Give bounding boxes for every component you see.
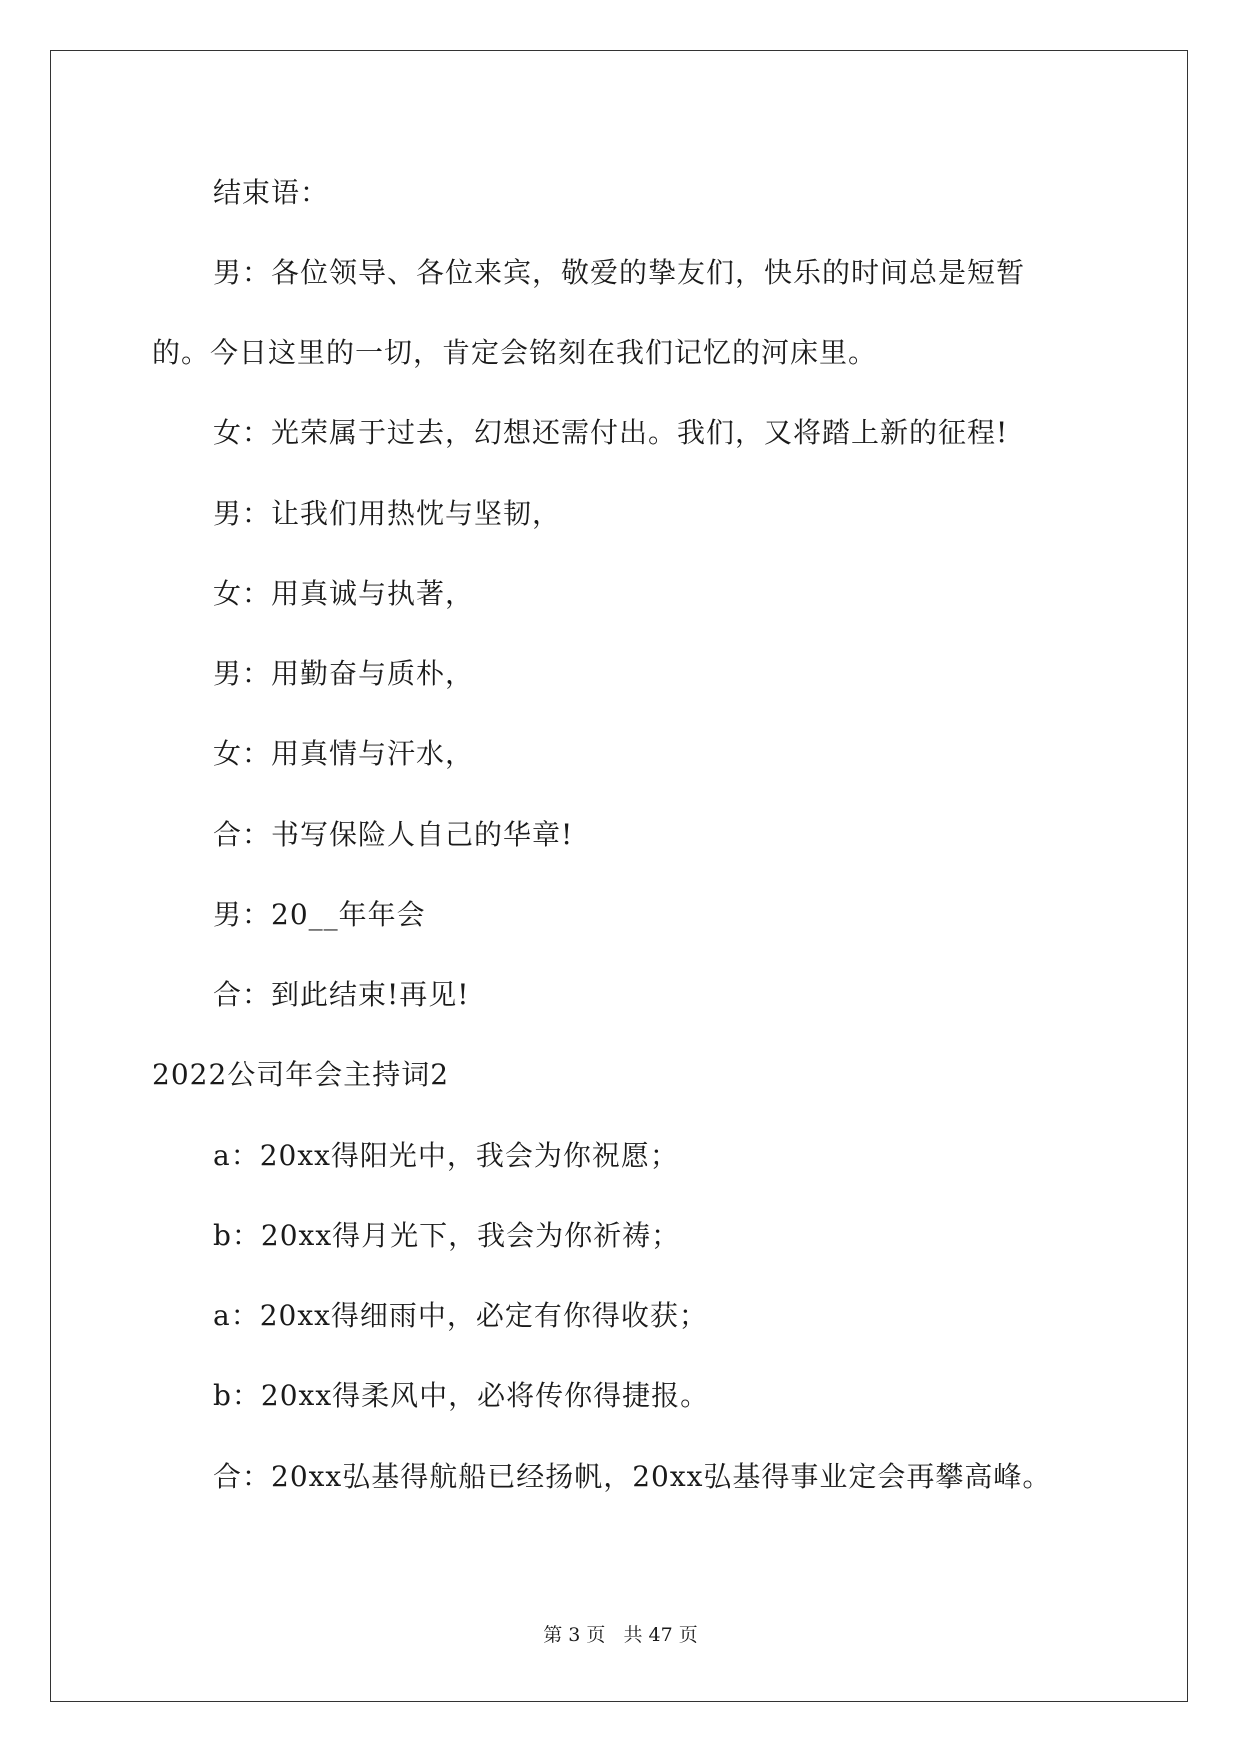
paragraph-line: 女：用真诚与执著， bbox=[213, 577, 475, 610]
paragraph-line: 男：20__年年会 bbox=[213, 898, 426, 931]
closing-heading: 结束语： bbox=[213, 176, 330, 209]
section-title: 2022公司年会主持词2 bbox=[152, 1058, 450, 1091]
paragraph-line: 女：用真情与汗水， bbox=[213, 737, 475, 770]
paragraph-line: 合：书写保险人自己的华章! bbox=[213, 818, 574, 851]
page-number: 第 3 页 共 47 页 bbox=[543, 1624, 698, 1646]
paragraph-line: 男：各位领导、各位来宾，敬爱的挚友们，快乐的时间总是短暂 bbox=[213, 256, 1026, 289]
paragraph-line: 女：光荣属于过去，幻想还需付出。我们，又将踏上新的征程! bbox=[213, 416, 1009, 449]
paragraph-line: a：20xx得阳光中，我会为你祝愿； bbox=[213, 1139, 679, 1172]
paragraph-line: 男：让我们用热忱与坚韧， bbox=[213, 497, 562, 530]
paragraph-line: a：20xx得细雨中，必定有你得收获； bbox=[213, 1299, 708, 1332]
paragraph-line: 男：用勤奋与质朴， bbox=[213, 657, 475, 690]
paragraph-line: b：20xx得柔风中，必将传你得捷报。 bbox=[213, 1379, 710, 1412]
page-frame bbox=[50, 50, 1188, 1702]
paragraph-line: b：20xx得月光下，我会为你祈祷； bbox=[213, 1219, 681, 1252]
paragraph-line: 合：到此结束!再见! bbox=[213, 978, 470, 1011]
paragraph-line: 合：20xx弘基得航船已经扬帆，20xx弘基得事业定会再攀高峰。 bbox=[213, 1460, 1052, 1493]
paragraph-line: 的。今日这里的一切，肯定会铭刻在我们记忆的河床里。 bbox=[152, 336, 878, 369]
